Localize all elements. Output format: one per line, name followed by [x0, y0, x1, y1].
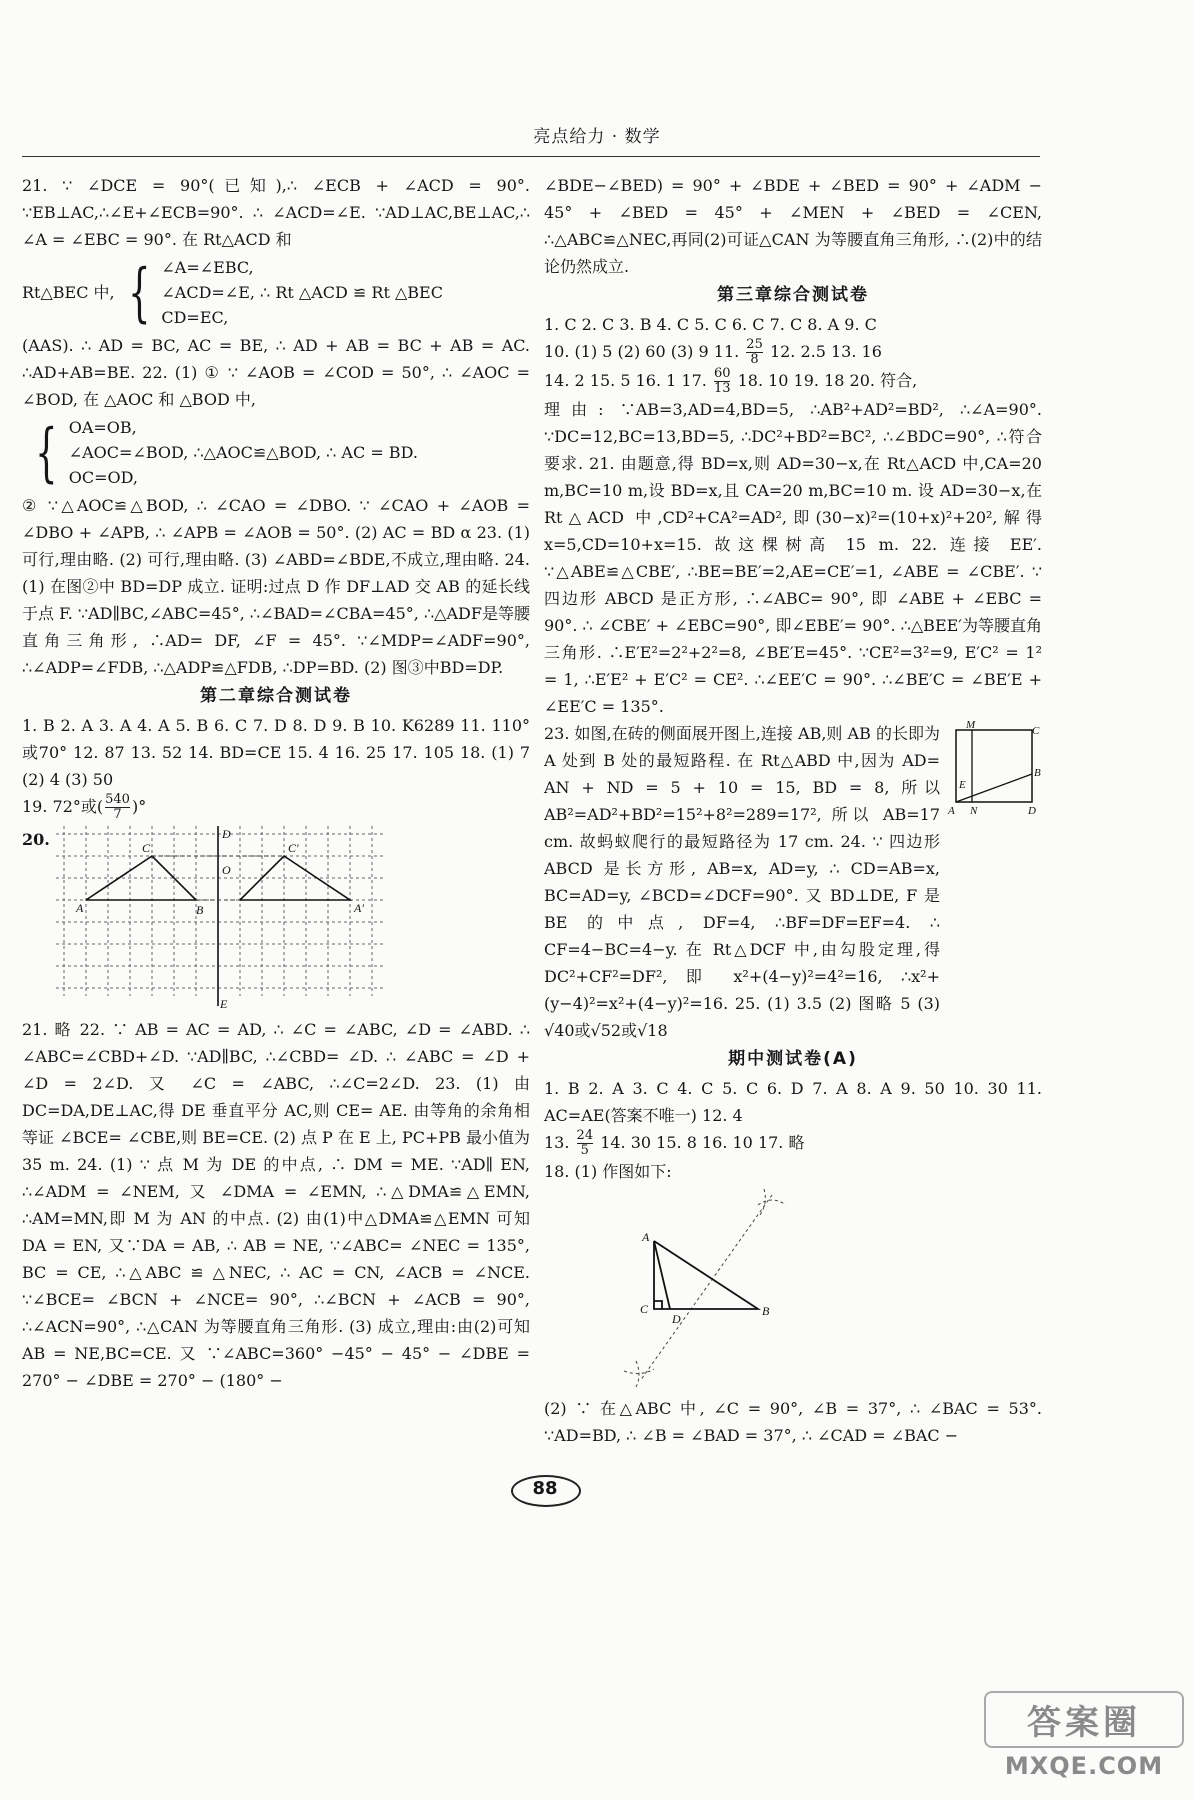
answers-20-22: 理由: ∵AB=3,AD=4,BD=5, ∴AB²+AD²=BD², ∴∠A=90°. ∵DC=12,BC=13,BD=5, ∴DC²+BD²=BC², ∴∠BDC=90°, ∴符合要求. 21. 由题意,得 BD=x,则 AD=30−x,在 Rt△ACD 中,CA=20 m,BC=10 m,设 BD=x,且 CA=20 m,BC=10 m. 设 AD=30−x,在 Rt△ACD 中,CD²+CA²=AD²,即(30−x)²=(10+x)²+20²,解得 x=5,CD=10+x=15. 故这棵树高 15 m. 22. 连接 EE′. ∵△ABE≌△CBE′, ∴BE=BE′=2,AE=CE′=1, ∠ABE = ∠CBE′. ∵ 四边形 ABCD 是正方形, ∴∠ABC= 90°, 即 ∠ABE + ∠EBC = 90°. ∴ ∠CBE′ + ∠EBC=90°, 即∠EBE′= 90°. ∴△BEE′为等腰直角三角形. ∴E′E²=2²+2²=8, ∠BE′E=45°. ∵CE²=3²=9, E′C² = 1² = 1, ∴E′E² + E′C² = CE². ∴∠EE′C = 90°. ∴∠BE′C = ∠BE′E + ∠EE′C = 135°.	[544, 400, 1042, 716]
question-number: 20.	[22, 830, 50, 849]
section-title-midterm: 期中测试卷(A)	[728, 1049, 858, 1069]
brick-unfold-figure	[946, 720, 1042, 816]
watermark-line2: MXQE.COM	[1004, 1752, 1164, 1780]
rect-label: N	[970, 805, 978, 816]
grid-label: O	[221, 863, 231, 877]
fraction: $\frac{24}{5}$	[576, 1128, 594, 1158]
rect-label: B	[1034, 767, 1041, 779]
brace-glyph: {	[127, 255, 151, 330]
system-line: ∠A=∠EBC,	[161, 258, 254, 277]
watermark-line1: 答案圈	[984, 1691, 1184, 1748]
fraction: $\frac{540}{7}$	[105, 792, 130, 822]
triangle-label: C	[640, 1302, 649, 1316]
grid-lines	[56, 826, 386, 996]
system-line: OC=OD,	[68, 468, 138, 487]
grid-label: B	[195, 903, 204, 917]
section-title-chapter3: 第三章综合测试卷	[717, 285, 869, 305]
answer-23-block	[544, 720, 1042, 1044]
answer-21-part1: 21. ∵ ∠DCE = 90°(已知),∴ ∠ECB + ∠ACD = 90°. ∵EB⊥AC,∴∠E+∠ECB=90°. ∴ ∠ACD=∠E. ∵AD⊥AC,BE⊥AC,∴ ∠A = ∠EBC = 90°. 在 Rt△ACD 和	[22, 176, 530, 249]
triangle-label: B	[762, 1304, 770, 1318]
rect-label: A	[948, 805, 955, 816]
left-column	[22, 172, 530, 1394]
rect-label: D	[1028, 805, 1036, 816]
fraction: $\frac{60}{13}$	[713, 366, 731, 396]
triangle-label: D	[672, 1312, 681, 1326]
answers-chapter3-fill-2: 14. 2 15. 5 16. 1 17. $\frac{60}{13}$ 18. 10 19. 18 20. 符合,	[544, 366, 918, 396]
grid-label: A	[75, 901, 84, 915]
rect-label: M	[966, 720, 976, 731]
rect-label: E	[959, 779, 966, 791]
grid-figure	[56, 826, 416, 1012]
header-rule	[22, 156, 1040, 157]
fraction: $\frac{25}{8}$	[746, 337, 763, 367]
answer-24-continued: ∠BDE−∠BED) = 90° + ∠BDE + ∠BED = 90° + ∠ADM − 45° + ∠BED = 45° + ∠MEN + ∠BED = ∠CEN, ∴△ABC≌△NEC,再同(2)可证△CAN 为等腰直角三角形, ∴(2)中的结论仍然成立.	[544, 176, 1042, 276]
answers-chapter3-fill-1: 10. (1) 5 (2) 60 (3) 9 11. $\frac{25}{8}$ 12. 2.5 13. 16	[544, 337, 882, 367]
system-line: ∠ACD=∠E, ∴ Rt △ACD ≌ Rt △BEC	[161, 283, 443, 302]
answers-chapter3-choice: 1. C 2. C 3. B 4. C 5. C 6. C 7. C 8. A 9. C	[544, 315, 877, 334]
answer-18-part2: (2) ∵ 在△ABC 中, ∠C = 90°, ∠B = 37°, ∴ ∠BAC = 53°. ∵AD=BD, ∴ ∠B = ∠BAD = 37°, ∴ ∠CAD = ∠BAC −	[544, 1399, 1042, 1445]
answer-20-figure	[22, 826, 530, 1012]
grid-label: E	[219, 997, 228, 1011]
answers-21-24: 21. 略 22. ∵ AB = AC = AD, ∴ ∠C = ∠ABC, ∠D = ∠ABD. ∴ ∠ABC=∠CBD+∠D. ∵AD∥BC, ∴∠CBD= ∠D. ∴ ∠ABC = ∠D + ∠D = 2∠D. 又 ∠C = ∠ABC, ∴∠C=2∠D. 23. (1) 由DC=DA,DE⊥AC,得 DE 垂直平分 AC,则 CE= AE. 由等角的余角相等证 ∠BCE= ∠CBE,则 BE=CE. (2) 点 P 在 E 上, PC+PB 最小值为 35 m. 24. (1) ∵ 点 M 为 DE 的中点, ∴ DM = ME. ∵AD∥ EN, ∴∠ADM = ∠NEM, 又 ∠DMA = ∠EMN, ∴△DMA≌△EMN, ∴AM=MN,即 M 为 AN 的中点. (2) 由(1)中△DMA≌△EMN 可知 DA = EN, 又∵DA = AB, ∴ AB = NE, ∵∠ABC= ∠NEC = 135°, BC = CE, ∴△ABC ≌ △NEC, ∴ AC = CN, ∠ACB = ∠NCE. ∵∠BCE= ∠BCN + ∠NCE= 90°, ∴∠BCN + ∠ACB = 90°, ∴∠ACN=90°, ∴△CAN 为等腰直角三角形. (3) 成立,理由:由(2)可知 AB = NE,BC=CE. 又 ∵∠ABC=360° −45° − 45° − ∠DBE = 270° − ∠DBE = 270° − (180° −	[22, 1020, 530, 1390]
grid-label: A′	[353, 901, 364, 915]
answer-21-prefix: Rt△BEC 中,	[22, 283, 115, 302]
answer-19: 19. 72°或( $\frac{540}{7}$ )°	[22, 792, 147, 822]
answers-chapter2-choice: 1. B 2. A 3. A 4. A 5. B 6. C 7. D 8. D 9. B 10. K6289 11. 110°或70° 12. 87 13. 52 14. BD=CE 15. 4 16. 25 17. 105 18. (1) 7 (2) 4 (3) 50	[22, 716, 530, 789]
answer-21-system	[22, 255, 530, 330]
answer-22-system	[22, 415, 530, 490]
system-line: CD=EC,	[161, 308, 229, 327]
answer-23-24: 23. 如图,在砖的侧面展开图上,连接 AB,则 AB 的长即为 A 处到 B 处的最短路程. 在 Rt△ABD 中,因为 AD= AN + ND = 5 + 10 = 15, BD = 8, 所以 AB²=AD²+BD²=15²+8²=289=17², 所以 AB=17 cm. 故蚂蚁爬行的最短路径为 17 cm. 24. ∵ 四边形 ABCD 是长方形, AB=x, AD=y, ∴ CD=AB=x, BC=AD=y, ∠BCD=∠DCF=90°. 又 BD⊥DE, F 是 BE 的中点, DF=4, ∴BF=DF=EF=4. ∴ CF=4−BC=4−y. 在 Rt△DCF 中,由勾股定理,得 DC²+CF²=DF², 即 x²+(4−y)²=4²=16, ∴x²+(y−4)²=x²+(4−y)²=16. 25. (1) 3.5 (2) 图略 5 (3) √40或√52或√18	[544, 724, 940, 1040]
page-header: 亮点给力 · 数学	[533, 127, 661, 147]
answer-21-part2: (AAS). ∴ AD = BC, AC = BE, ∴ AD + AB = BC + AB = AC. ∴AD+AB=BE. 22. (1) ① ∵ ∠AOB = ∠COD = 50°, ∴ ∠AOC = ∠BOD, 在 △AOC 和 △BOD 中,	[22, 336, 530, 409]
page-number: 88	[505, 1473, 585, 1505]
rect-label: C	[1032, 725, 1040, 737]
section-title-chapter2: 第二章综合测试卷	[200, 686, 352, 706]
construction-figure	[544, 1185, 1034, 1395]
grid-label: D	[221, 827, 231, 841]
system-line: OA=OB,	[68, 418, 137, 437]
brace-glyph: {	[35, 415, 58, 490]
system-line: ∠AOC=∠BOD, ∴△AOC≌△BOD, ∴ AC = BD.	[68, 443, 418, 462]
watermark-logo	[984, 1691, 1184, 1780]
triangle-label: A	[642, 1230, 650, 1244]
answers-midterm-fill: 13. $\frac{24}{5}$ 14. 30 15. 8 16. 10 17. 略	[544, 1128, 805, 1158]
grid-label: C	[141, 841, 150, 855]
answer-22-24: ② ∵△AOC≌△BOD, ∴ ∠CAO = ∠DBO. ∵ ∠CAO + ∠AOB = ∠DBO + ∠APB, ∴ ∠APB = ∠AOB = 50°. (2) AC = BD α 23. (1) 可行,理由略. (2) 可行,理由略. (3) ∠ABD=∠BDE,不成立,理由略. 24. (1) 在图②中 BD=DP 成立. 证明:过点 D 作 DF⊥AD 交 AB 的延长线于点 F. ∵AD∥BC,∠ABC=45°, ∴∠BAD=∠CBA=45°, ∴△ADF是等腰直角三角形, ∴AD= DF, ∠F = 45°. ∵∠MDP=∠ADF=90°, ∴∠ADP=∠FDB, ∴△ADP≌△FDB, ∴DP=BD. (2) 图③中BD=DP.	[22, 496, 530, 677]
answers-midterm-choice: 1. B 2. A 3. C 4. C 5. C 6. D 7. A 8. A 9. 50 10. 30 11. AC=AE(答案不唯一) 12. 4	[544, 1079, 1042, 1125]
right-column	[544, 172, 1042, 1449]
grid-label: C′	[287, 841, 299, 855]
question-18-heading: 18. (1) 作图如下:	[544, 1162, 672, 1181]
